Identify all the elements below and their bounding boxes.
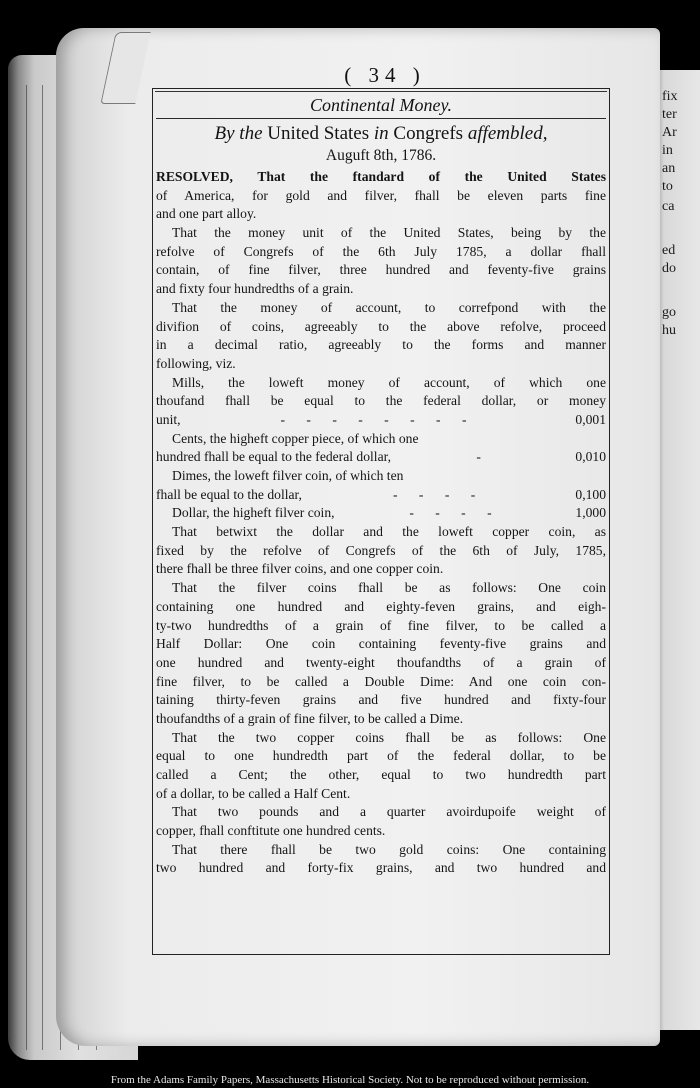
facing-page-fragment: ed [662,243,676,258]
text-line: refolve of Congrefs of the 6th July 1785, a dollar fhall [156,243,606,259]
text-line: contain, of fine filver, three hundred and feventy-five grains [156,262,606,278]
denomination-text: Cents, the higheft copper piece, of which one [172,430,419,446]
text-line: That the filver coins fhall be as follows: One coin [172,580,606,596]
denomination-row [156,448,606,467]
text-line: That betwixt the dollar and the loweft copper coin, as [172,524,606,540]
facing-page-fragment: Ar [662,125,677,140]
denomination-row [156,486,606,505]
text-line: and one part alloy. [156,206,257,222]
facing-page-fragment: go [662,305,676,320]
headline-part: Congrefs [393,123,464,144]
text-line: following, viz. [156,355,236,371]
leader-dots [419,430,607,449]
text-line: two hundred and forty-fix grains, and two hundred and [156,860,606,876]
text-line: thoufandths of a grain of fine filver, to be called a Dime. [156,710,464,726]
facing-page-fragment: an [662,161,676,176]
text-line: in a decimal ratio, agreeably to the forms and manner [156,337,606,353]
leader-dots [403,467,606,486]
facing-page-fragment: to [662,179,673,194]
facing-page-fragment: in [662,143,673,158]
denomination-value: 0,100 [575,486,606,502]
denomination-text: Dollar, the higheft filver coin, [172,505,335,521]
facing-page-fragment: do [662,261,676,276]
text-line: That the money unit of the United States, being by the [172,225,606,241]
text-line: containing one hundred and eighty-feven grains, and eigh- [156,598,606,614]
text-line: called a Cent; the other, equal to two hundredth part [156,767,606,782]
leader-dots: - - - - [409,505,501,521]
headline [156,122,606,146]
text-line: taining thirty-feven grains and five hundred and fixty-four [156,692,606,708]
denomination-row [156,411,606,430]
facing-page-fragment: fix [662,89,678,104]
denomination-row [156,467,606,486]
text-line: That there fhall be two gold coins: One containing [172,841,606,857]
denomination-value: 0,010 [575,449,606,465]
text-line: and fixty four hundredths of a grain. [156,281,354,297]
text-line: divifion of coins, agreeably to the above refolve, proceed [156,318,606,334]
text-line: That the money of account, to correfpond with the [172,299,606,315]
denomination-text: Dimes, the loweft filver coin, of which ten [172,468,404,483]
denomination-text: unit, [156,411,181,427]
denomination-row [156,504,606,523]
text-line: RESOLVED, That the ftandard of the United States [156,169,606,184]
text-line: of America, for gold and filver, fhall be eleven parts fine [156,187,606,203]
text-line: fine filver, to be called a Double Dime: And one coin con- [156,673,606,689]
page-number: ( 34 ) [344,63,426,87]
text-line: fixed by the refolve of Congrefs of the 6th of July, 1785, [156,542,606,558]
leader-dots: - - - - - - - - [280,411,476,427]
copyright-footer: From the Adams Family Papers, Massachusetts Historical Society. Not to be reproduced without permission. [110,1074,590,1086]
text-line: copper, fhall conftitute one hundred cents. [156,823,386,839]
headline-part: By the [214,123,263,144]
headline-part: United States [267,123,370,144]
leader-dots: - - - - [393,486,485,502]
text-line: ty-two hundredths of a grain of fine filver, to be called a [156,617,606,633]
text-line: equal to one hundredth part of the federal dollar, to be [156,748,606,764]
document-body [156,93,606,878]
leader-dots: - [476,449,490,465]
resolution-date: Auguft 8th, 1786. [325,147,437,164]
denomination-text: hundred fhall be equal to the federal dollar, [156,449,391,465]
section-title: Continental Money. [310,95,452,115]
denomination-text: fhall be equal to the dollar, [156,486,302,502]
denomination-value: 1,000 [575,505,606,521]
text-line: That the two copper coins fhall be as follows: One [172,729,606,745]
headline-part: affembled, [467,123,548,144]
denomination-row [156,430,606,449]
text-line: there fhall be three filver coins, and one copper coin. [156,561,444,577]
text-line: Mills, the loweft money of account, of which one [172,374,606,390]
facing-page-fragment: hu [662,323,676,338]
text-line: Half Dollar: One coin containing feventy-five grains and [156,636,606,652]
headline-part: in [373,123,389,144]
text-line: of a dollar, to be called a Half Cent. [156,785,351,801]
facing-page-fragment: ca [662,199,675,214]
title-rule [156,118,606,119]
facing-page-fragment: ter [662,107,677,122]
text-line: thoufand fhall be equal to the federal dollar, or money [156,393,606,409]
denomination-value: 0,001 [575,411,606,427]
text-line: one hundred and twenty-eight thoufandths of a grain of [156,654,606,670]
text-line: That two pounds and a quarter avoirdupoife weight of [172,804,606,820]
